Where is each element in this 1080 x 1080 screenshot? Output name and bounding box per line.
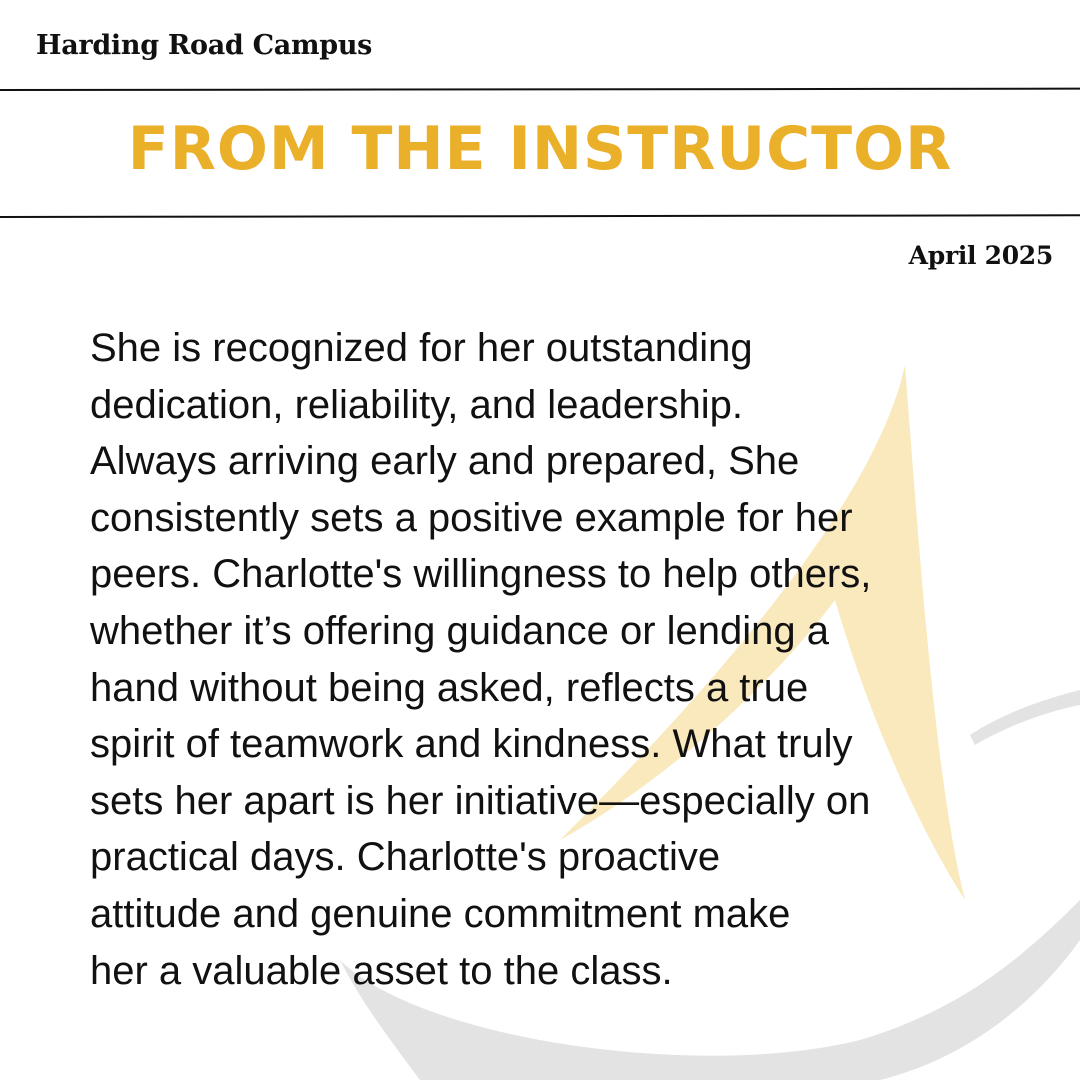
message-line: sets her apart is her initiative—especially on — [90, 778, 871, 823]
message-line: Always arriving early and prepared, She — [90, 439, 800, 484]
message-line: peers. Charlotte's willingness to help others, — [90, 552, 872, 597]
message-line: practical days. Charlotte's proactive — [90, 835, 721, 880]
message-line: spirit of teamwork and kindness. What truly — [90, 722, 853, 767]
message-line: dedication, reliability, and leadership. — [90, 382, 743, 427]
message-line: hand without being asked, reflects a true — [90, 665, 809, 710]
issue-date: April 2025 — [908, 241, 1053, 270]
page-title: FROM THE INSTRUCTOR — [127, 114, 953, 184]
message-line: her a valuable asset to the class. — [90, 948, 673, 993]
message-line: whether it’s offering guidance or lending a — [90, 608, 830, 653]
message-line: attitude and genuine commitment make — [90, 891, 791, 936]
campus-name: Harding Road Campus — [36, 30, 373, 61]
instructor-message — [90, 320, 1040, 999]
message-line: consistently sets a positive example for her — [90, 495, 853, 540]
message-line: She is recognized for her outstanding — [90, 326, 753, 370]
